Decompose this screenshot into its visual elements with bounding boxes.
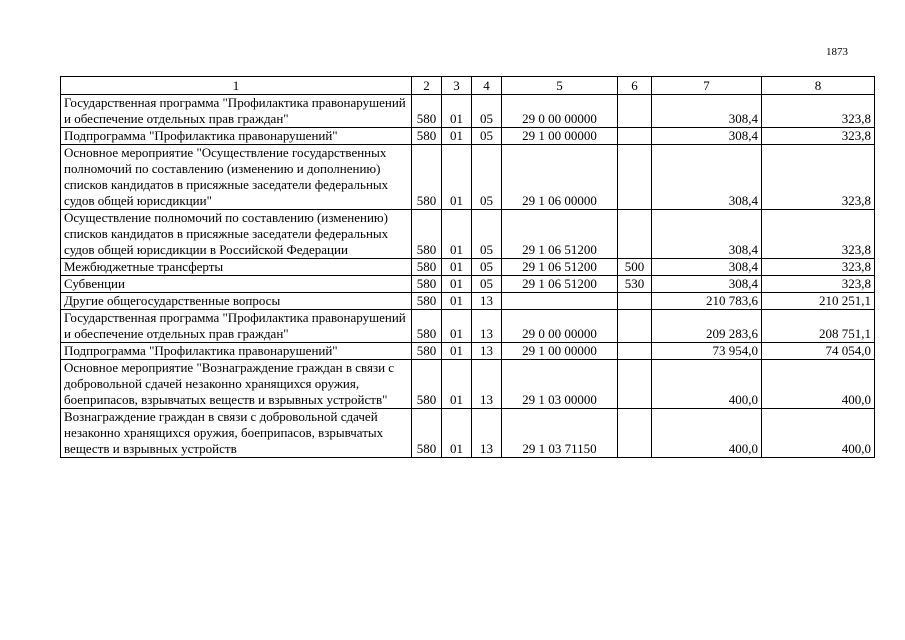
row-amount-col8: 323,8 (762, 145, 875, 210)
row-ministry-code: 580 (412, 360, 442, 409)
row-section-code: 01 (442, 95, 472, 128)
row-ministry-code: 580 (412, 128, 442, 145)
row-amount-col8: 74 054,0 (762, 343, 875, 360)
row-ministry-code: 580 (412, 343, 442, 360)
row-name: Вознаграждение граждан в связи с добровольной сдачей незаконно хранящихся оружия, боеприпасов, взрывчатых веществ и взрывных устройств (61, 409, 412, 458)
row-subsection-code: 05 (472, 276, 502, 293)
row-subsection-code: 05 (472, 95, 502, 128)
row-name: Государственная программа "Профилактика правонарушений и обеспечение отдельных прав граждан" (61, 95, 412, 128)
table-row (61, 95, 875, 128)
row-ministry-code: 580 (412, 293, 442, 310)
row-amount-col8: 323,8 (762, 95, 875, 128)
row-target-code: 29 1 06 51200 (502, 259, 618, 276)
row-amount-col7: 73 954,0 (652, 343, 762, 360)
row-expense-type (618, 145, 652, 210)
row-amount-col8: 323,8 (762, 128, 875, 145)
row-amount-col8: 323,8 (762, 210, 875, 259)
page-number: 1873 (826, 46, 848, 58)
row-name: Субвенции (61, 276, 412, 293)
row-target-code: 29 1 03 00000 (502, 360, 618, 409)
row-name: Подпрограмма "Профилактика правонарушений" (61, 128, 412, 145)
row-target-code: 29 0 00 00000 (502, 95, 618, 128)
row-ministry-code: 580 (412, 276, 442, 293)
row-name: Подпрограмма "Профилактика правонарушений" (61, 343, 412, 360)
row-ministry-code: 580 (412, 145, 442, 210)
row-name: Основное мероприятие "Осуществление государственных полномочий по составлению (изменению и дополнению) списков кандидатов в присяжные заседатели федеральных судов общей юрисдикции" (61, 145, 412, 210)
row-ministry-code: 580 (412, 95, 442, 128)
row-amount-col7: 308,4 (652, 276, 762, 293)
row-section-code: 01 (442, 128, 472, 145)
row-expense-type (618, 128, 652, 145)
row-amount-col7: 400,0 (652, 360, 762, 409)
row-name: Другие общегосударственные вопросы (61, 293, 412, 310)
column-header: 5 (502, 77, 618, 95)
table-row (61, 360, 875, 409)
table-header-row (61, 77, 875, 95)
row-target-code: 29 1 03 71150 (502, 409, 618, 458)
row-amount-col7: 308,4 (652, 210, 762, 259)
row-target-code (502, 293, 618, 310)
row-name: Основное мероприятие "Вознаграждение граждан в связи с добровольной сдачей незаконно хранящихся оружия, боеприпасов, взрывчатых веществ и взрывных устройств" (61, 360, 412, 409)
row-expense-type (618, 293, 652, 310)
row-target-code: 29 1 06 00000 (502, 145, 618, 210)
row-amount-col7: 308,4 (652, 145, 762, 210)
row-amount-col7: 308,4 (652, 95, 762, 128)
row-subsection-code: 13 (472, 293, 502, 310)
column-header: 6 (618, 77, 652, 95)
row-target-code: 29 1 00 00000 (502, 128, 618, 145)
row-subsection-code: 13 (472, 360, 502, 409)
table-row (61, 259, 875, 276)
column-header: 7 (652, 77, 762, 95)
row-amount-col7: 210 783,6 (652, 293, 762, 310)
row-section-code: 01 (442, 210, 472, 259)
row-amount-col8: 210 251,1 (762, 293, 875, 310)
row-ministry-code: 580 (412, 310, 442, 343)
column-header: 4 (472, 77, 502, 95)
column-header: 2 (412, 77, 442, 95)
row-expense-type: 530 (618, 276, 652, 293)
row-target-code: 29 1 00 00000 (502, 343, 618, 360)
row-expense-type (618, 310, 652, 343)
column-header: 1 (61, 77, 412, 95)
row-amount-col8: 400,0 (762, 409, 875, 458)
row-section-code: 01 (442, 145, 472, 210)
row-amount-col7: 209 283,6 (652, 310, 762, 343)
table-row (61, 145, 875, 210)
column-header: 8 (762, 77, 875, 95)
row-section-code: 01 (442, 360, 472, 409)
row-amount-col8: 323,8 (762, 259, 875, 276)
row-subsection-code: 05 (472, 259, 502, 276)
row-section-code: 01 (442, 343, 472, 360)
table-row (61, 310, 875, 343)
row-amount-col7: 308,4 (652, 128, 762, 145)
row-section-code: 01 (442, 310, 472, 343)
table-row (61, 409, 875, 458)
row-section-code: 01 (442, 293, 472, 310)
row-target-code: 29 1 06 51200 (502, 210, 618, 259)
row-subsection-code: 13 (472, 343, 502, 360)
row-target-code: 29 1 06 51200 (502, 276, 618, 293)
table-row (61, 276, 875, 293)
column-header: 3 (442, 77, 472, 95)
row-section-code: 01 (442, 259, 472, 276)
row-expense-type (618, 95, 652, 128)
row-amount-col8: 323,8 (762, 276, 875, 293)
row-subsection-code: 05 (472, 128, 502, 145)
table-row (61, 128, 875, 145)
row-subsection-code: 05 (472, 145, 502, 210)
row-expense-type (618, 210, 652, 259)
budget-table (60, 76, 875, 458)
table-row (61, 210, 875, 259)
row-amount-col8: 400,0 (762, 360, 875, 409)
row-section-code: 01 (442, 276, 472, 293)
row-subsection-code: 05 (472, 210, 502, 259)
row-expense-type (618, 360, 652, 409)
table-row (61, 343, 875, 360)
row-amount-col8: 208 751,1 (762, 310, 875, 343)
row-expense-type (618, 343, 652, 360)
row-name: Осуществление полномочий по составлению (изменению) списков кандидатов в присяжные заседатели федеральных судов общей юрисдикции в Российской Федерации (61, 210, 412, 259)
row-name: Межбюджетные трансферты (61, 259, 412, 276)
row-section-code: 01 (442, 409, 472, 458)
row-amount-col7: 308,4 (652, 259, 762, 276)
row-expense-type: 500 (618, 259, 652, 276)
row-target-code: 29 0 00 00000 (502, 310, 618, 343)
row-name: Государственная программа "Профилактика правонарушений и обеспечение отдельных прав граждан" (61, 310, 412, 343)
table-row (61, 293, 875, 310)
row-expense-type (618, 409, 652, 458)
row-ministry-code: 580 (412, 259, 442, 276)
row-ministry-code: 580 (412, 409, 442, 458)
row-amount-col7: 400,0 (652, 409, 762, 458)
row-subsection-code: 13 (472, 409, 502, 458)
row-subsection-code: 13 (472, 310, 502, 343)
row-ministry-code: 580 (412, 210, 442, 259)
